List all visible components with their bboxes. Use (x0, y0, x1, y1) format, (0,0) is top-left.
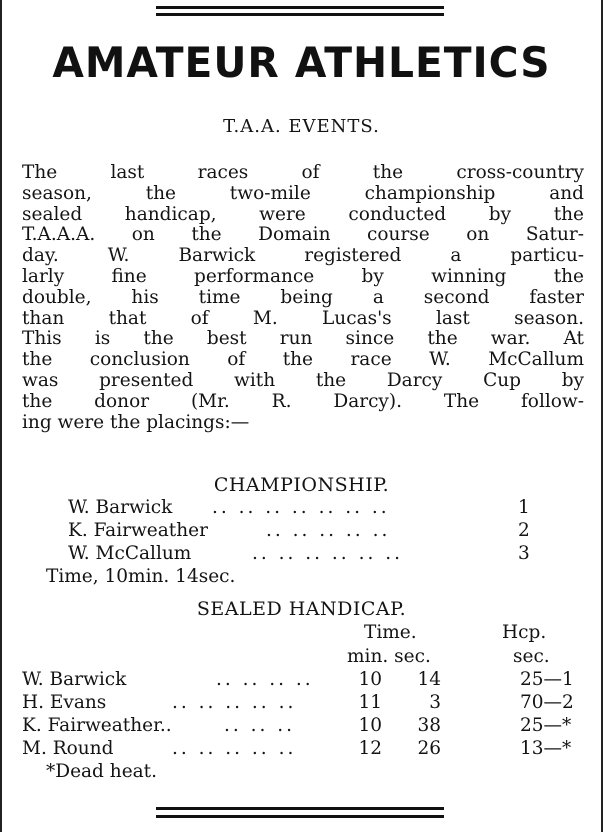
championship-title: CHAMPIONSHIP. (213, 474, 390, 496)
handicap-title: SEALED HANDICAP. (196, 598, 407, 620)
paragraph-line: the donor (Mr. R. Darcy). The follow- (22, 390, 584, 412)
paragraph-line: This is the best run since the war. At (22, 328, 584, 350)
placing-number: 3 (518, 543, 530, 564)
row-hcp: 25—1 (520, 669, 574, 690)
placing-dots: .. .. .. .. .. (266, 520, 391, 541)
bottom-rule (156, 807, 444, 810)
placing-dots: .. .. .. .. .. .. .. (212, 497, 390, 518)
paragraph-line: sealed handicap, were conducted by the (22, 203, 584, 225)
row-dots: .. .. .. .. (216, 669, 314, 690)
article-paragraph (22, 163, 584, 433)
footnote: *Dead heat. (46, 761, 157, 782)
row-min: 11 (358, 692, 382, 713)
row-dots: .. .. .. .. .. (172, 692, 297, 713)
paragraph-line: than that of M. Lucas's last season. (22, 307, 584, 329)
row-name: K. Fairweather.. (22, 715, 172, 736)
header-hcp-sec: sec. (513, 646, 550, 667)
paragraph-line: ing were the placings:— (22, 411, 250, 433)
row-dots: .. .. .. .. .. (172, 738, 297, 759)
row-hcp: 70—2 (520, 692, 574, 713)
paragraph-line: The last races of the cross-country (22, 162, 584, 183)
headline: AMATEUR ATHLETICS (52, 38, 551, 87)
paragraph-line: the conclusion of the race W. McCallum (22, 349, 584, 371)
paragraph-line: was presented with the Darcy Cup by (22, 369, 584, 391)
row-name: M. Round (22, 738, 114, 759)
championship-time: Time, 10min. 14sec. (46, 566, 236, 587)
placing-number: 1 (518, 497, 530, 518)
row-sec: 38 (417, 715, 441, 736)
row-sec: 14 (417, 669, 441, 690)
top-rule (156, 6, 444, 9)
subhead: T.A.A. EVENTS. (223, 116, 380, 137)
row-min: 10 (358, 669, 382, 690)
row-sec: 3 (429, 692, 441, 713)
row-name: W. Barwick (22, 669, 127, 690)
paragraph-line: T.A.A.A. on the Domain course on Satur- (22, 224, 584, 246)
row-name: H. Evans (22, 692, 107, 713)
row-dots: .. .. .. (224, 715, 296, 736)
header-time: Time. (364, 622, 417, 643)
row-min: 12 (358, 738, 382, 759)
placing-name: K. Fairweather (68, 520, 208, 541)
placing-name: W. Barwick (68, 497, 173, 518)
row-hcp: 13—* (520, 738, 572, 759)
paragraph-line: larly fine performance by winning the (22, 265, 584, 287)
header-min-sec: min. sec. (347, 646, 431, 667)
row-hcp: 25—* (520, 715, 572, 736)
row-sec: 26 (417, 738, 441, 759)
row-min: 10 (358, 715, 382, 736)
bottom-rule-2 (156, 815, 444, 818)
paragraph-line: day. W. Barwick registered a particu- (22, 245, 584, 267)
placing-number: 2 (518, 520, 530, 541)
placing-name: W. McCallum (68, 543, 192, 564)
paragraph-line: double, his time being a second faster (22, 286, 584, 308)
placing-dots: .. .. .. .. .. .. (252, 543, 403, 564)
header-hcp: Hcp. (502, 622, 547, 643)
top-rule-2 (156, 13, 444, 16)
paragraph-line: season, the two-mile championship and (22, 182, 584, 204)
